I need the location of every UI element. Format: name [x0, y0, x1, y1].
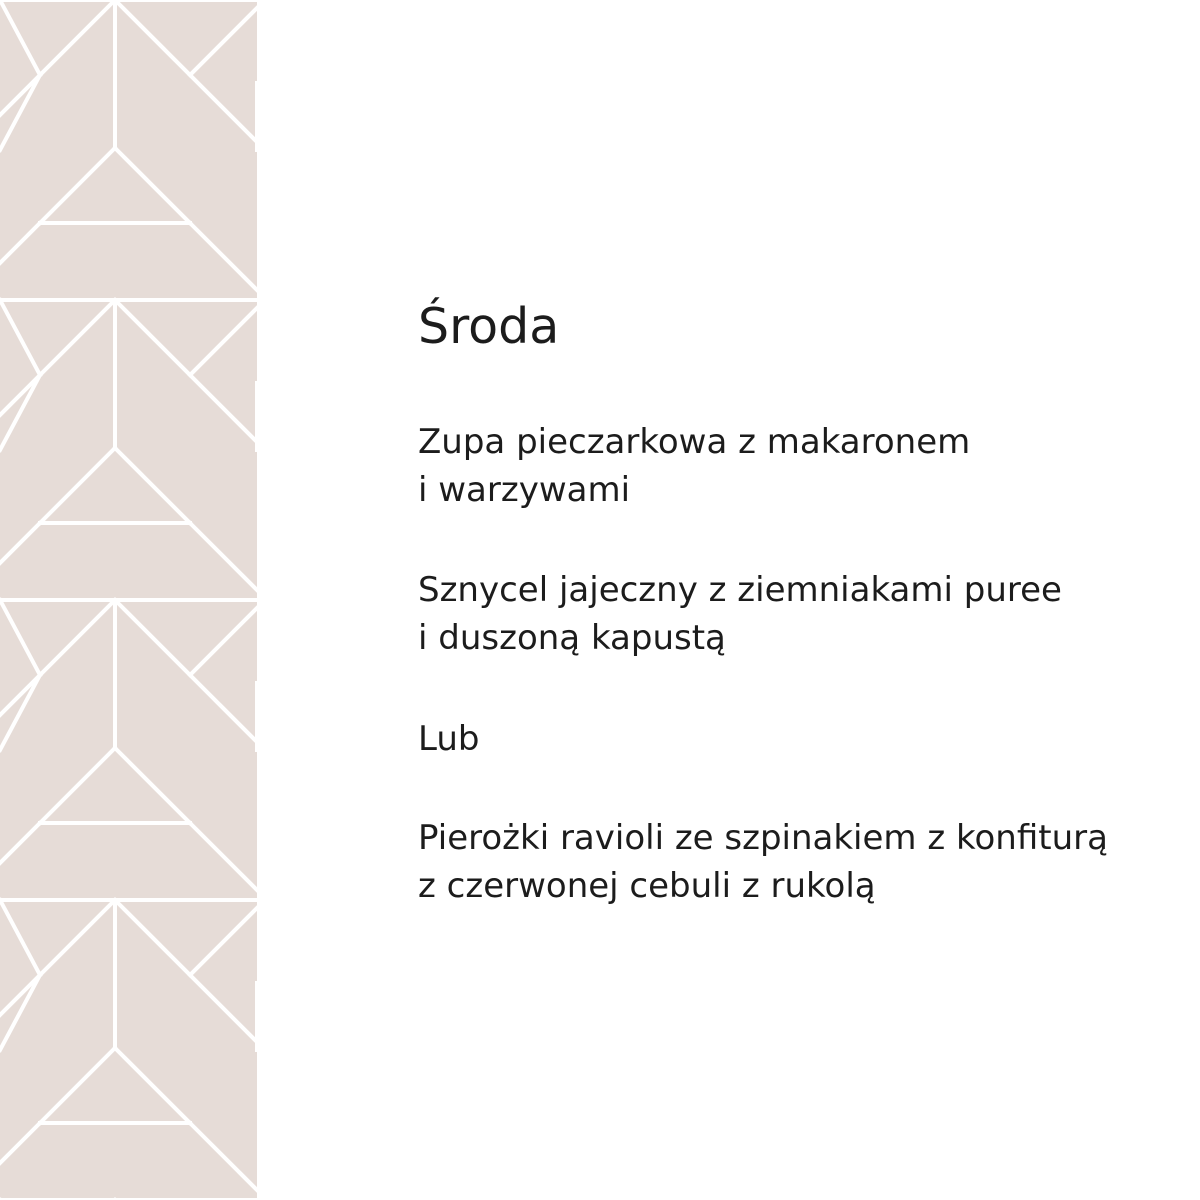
- menu-item-main-1: [418, 566, 1062, 662]
- menu-item-main-2-line2: z czerwonej cebuli z rukolą: [418, 866, 876, 906]
- menu-item-soup-line1: Zupa pieczarkowa z makaronem: [418, 422, 971, 462]
- decorative-pattern-panel: [0, 0, 257, 1200]
- menu-item-main-1-line2: i duszoną kapustą: [418, 618, 726, 658]
- menu-item-or-label: Lub: [418, 719, 480, 759]
- menu-item-main-1-line1: Sznycel jajeczny z ziemniakami puree: [418, 570, 1062, 610]
- menu-item-soup-line2: i warzywami: [418, 470, 631, 510]
- menu-item-main-2: [418, 814, 1108, 910]
- geometric-pattern: [0, 0, 257, 1200]
- day-title: Środa: [418, 298, 560, 355]
- menu-item-main-2-line1: Pierożki ravioli ze szpinakiem z konfiturą: [418, 818, 1108, 858]
- menu-item-or: [418, 715, 479, 763]
- menu-item-soup: [418, 418, 970, 514]
